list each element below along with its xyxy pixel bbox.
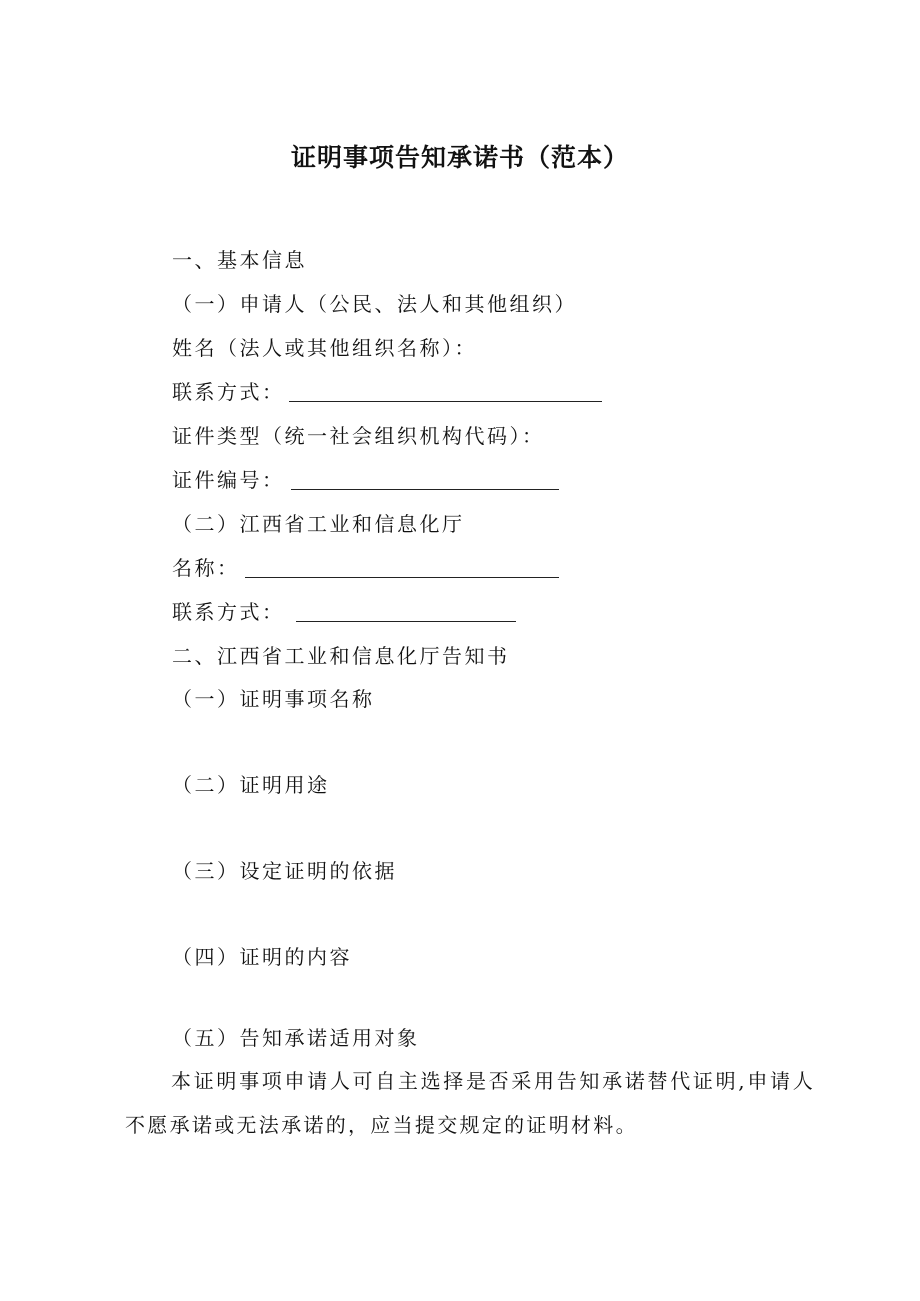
- department-contact-label: 联系方式：: [172, 600, 285, 624]
- department-name-field[interactable]: [245, 577, 559, 578]
- id-number-field[interactable]: [291, 489, 559, 490]
- applicable-object-paragraph: 本证明事项申请人可自主选择是否采用告知承诺替代证明,申请人不愿承诺或无法承诺的，应当提交规定的证明材料。: [125, 1069, 815, 1137]
- department-name-label: 名称：: [172, 556, 240, 580]
- applicant-contact-label: 联系方式：: [172, 380, 285, 404]
- section-2-heading: 二、江西省工业和信息化厅告知书: [172, 644, 510, 668]
- applicant-name-label: 姓名（法人或其他组织名称）：: [172, 336, 477, 360]
- id-number-label: 证件编号：: [172, 468, 285, 492]
- applicant-contact-field[interactable]: [289, 401, 602, 402]
- id-type-label: 证件类型（统一社会组织机构代码）：: [172, 424, 545, 448]
- section-1-heading: 一、基本信息: [172, 248, 307, 272]
- proof-item-name: （一）证明事项名称: [172, 687, 375, 711]
- proof-item-content: （四）证明的内容: [172, 945, 352, 969]
- proof-item-basis: （三）设定证明的依据: [172, 859, 397, 883]
- applicant-heading: （一）申请人（公民、法人和其他组织）: [172, 292, 577, 316]
- document-title: 证明事项告知承诺书（范本）: [290, 143, 629, 172]
- department-heading: （二）江西省工业和信息化厅: [172, 512, 465, 536]
- proof-item-purpose: （二）证明用途: [172, 773, 330, 797]
- proof-item-applicable-object: （五）告知承诺适用对象: [172, 1026, 420, 1050]
- department-contact-field[interactable]: [296, 621, 516, 622]
